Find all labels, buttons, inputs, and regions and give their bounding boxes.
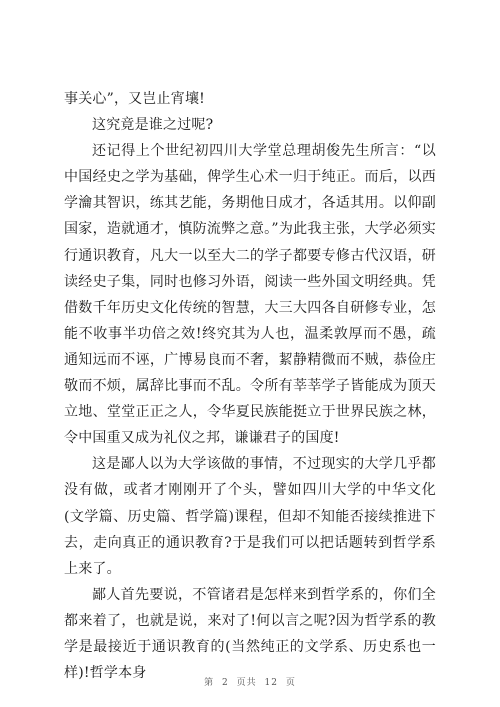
paragraph: 事关心”，又岂止宵壤! — [64, 91, 205, 107]
page-footer — [0, 675, 500, 688]
paragraph: 鄙人首先要说，不管诸君是怎样来到哲学系的，你们全都来着了，也就是说，来对了!何以言之呢?因为哲学系的教学是最接近于通识教育的(当然纯正的文学系、历史系也一样)!哲学本身 — [64, 586, 436, 682]
footer-page-number: 2 — [222, 678, 229, 688]
document-body — [64, 86, 436, 686]
footer-middle: 页共 — [236, 678, 257, 688]
footer-suffix: 页 — [285, 678, 296, 688]
paragraph: 这究竟是谁之过呢? — [92, 117, 214, 134]
footer-prefix: 第 — [204, 678, 215, 688]
paragraph: 这是鄙人以为大学该做的事情，不过现实的大学几乎都没有做，或者才刚刚开了个头，譬如四川大学的中华文化(文学篇、历史篇、哲学篇)课程，但却不知能否接续推进下去，走向真正的通识教育?于是我们可以把话题转到哲学系上来了。 — [64, 456, 436, 577]
footer-total-pages: 12 — [264, 678, 278, 688]
paragraph: 还记得上个世纪初四川大学堂总理胡俊先生所言：“以中国经史之学为基础，俾学生心术一归于纯正。而后，以西学瀹其智识，练其艺能，务期他日成才，各适其用。以仰副国家，造就通才，慎防流弊之意。”为此我主张，大学必须实行通识教育，凡大一以至大二的学子都要专修古代汉语，研读经史子集，同时也修习外语，阅读一些外国文明经典。凭借数千年历史文化传统的智慧，大三大四各自研修专业，怎能不收事半功倍之效!终究其为人也，温柔敦厚而不愚，疏通知远而不诬，广博易良而不奢，絜静精微而不贼，恭俭庄敬而不烦，属辞比事而不乱。令所有莘莘学子皆能成为顶天立地、堂堂正正之人，令华夏民族能挺立于世界民族之林，令中国重又成为礼仪之邦，谦谦君子的国度! — [64, 143, 436, 447]
